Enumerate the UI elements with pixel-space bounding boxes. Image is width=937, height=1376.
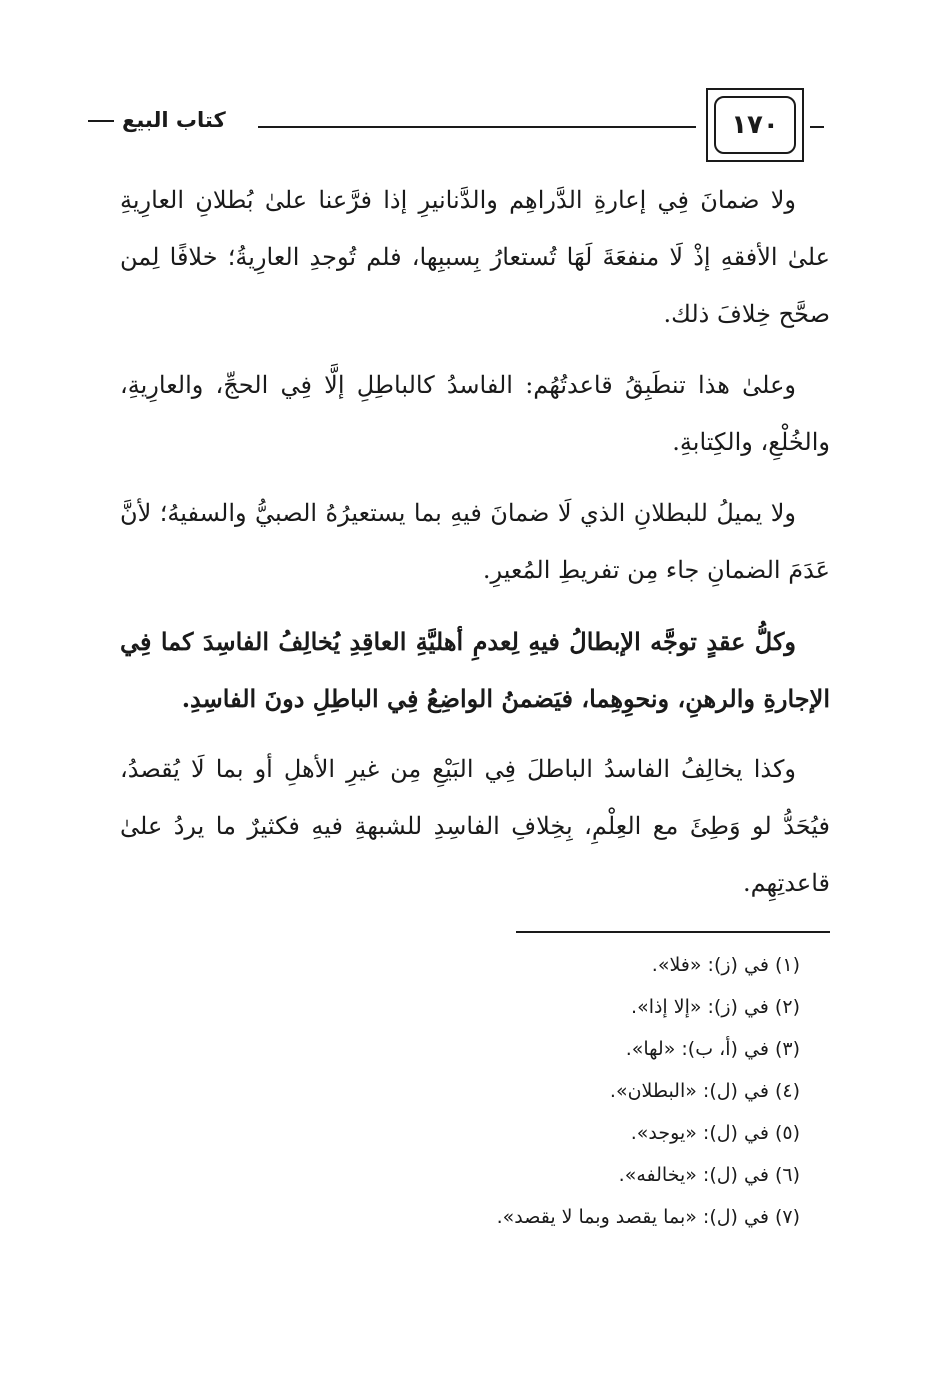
- footnotes: [400, 944, 800, 1238]
- title-dash: [88, 120, 114, 122]
- footnote-7: (٧) في (ل): «بما يقصد وبما لا يقصد».: [496, 1206, 800, 1228]
- footnote-6: (٦) في (ل): «يخالفه».: [618, 1164, 800, 1186]
- footnote-2: (٢) في (ز): «إلا إذا».: [631, 996, 800, 1018]
- paragraph-3: ولا يميلُ للبطلانِ الذي لَا ضمانَ فيهِ بما يستعيرُهُ الصبيُّ والسفيهُ؛ لأنَّ عَدَمَ الضمانِ جاء مِن تفريطِ المُعيرِ.: [120, 499, 830, 584]
- footnote-1: (١) في (ز): «فلا».: [651, 954, 800, 976]
- paragraph-1: ولا ضمانَ فِي إعارةِ الدَّراهِم والدَّنانيرِ إذا فرَّعنا علىٰ بُطلانِ العارِيةِ علىٰ الأفقهِ إذْ لَا منفعَةَ لَهَا تُستعارُ بِسببِها، فلم تُوجدِ العارِيةُ؛ خلافًا لِمن صحَّح خِلافَ ذلك.: [120, 186, 830, 328]
- paragraph-2: وعلىٰ هذا تنطَبِقُ قاعدتُهُم: الفاسدُ كالباطِلِ إلَّا فِي الحجِّ، والعارِيةِ، والخُلْعِ، والكِتابةِ.: [120, 371, 830, 456]
- paragraph-4: وكلُّ عقدٍ توجَّه الإبطالُ فيهِ لِعدمِ أهليَّةِ العاقِدِ يُخالِفُ الفاسِدَ كما فِي الإجارةِ والرهنِ، ونحوِهِما، فيَضمنُ الواضِعُ فِي الباطِلِ دونَ الفاسِدِ.: [120, 627, 830, 713]
- page-number-frame: [706, 88, 804, 162]
- footnote-4: (٤) في (ل): «البطلان».: [609, 1080, 800, 1102]
- running-title-text: كتاب البيع: [122, 108, 226, 132]
- footnote-3: (٣) في (أ، ب): «لها».: [625, 1038, 800, 1060]
- footnote-5: (٥) في (ل): «يوجد».: [630, 1122, 800, 1144]
- page-number: ١٧٠: [731, 110, 779, 140]
- page-number-inner-frame: [714, 96, 796, 154]
- footnote-separator: [516, 931, 830, 933]
- page-header: [88, 82, 848, 168]
- header-rule: [258, 126, 696, 128]
- main-text: [120, 172, 830, 926]
- running-title: [88, 108, 226, 132]
- paragraph-5: وكذا يخالِفُ الفاسدُ الباطلَ فِي البَيْعِ مِن غيرِ الأهلِ أو بما لَا يُقصدُ، فيُحَدُّ لو وَطِئَ مع العِلْمِ، بِخِلافِ الفاسِدِ للشبهةِ فيهِ فكثيرٌ ما يردُ علىٰ قاعدتِهِم.: [120, 755, 830, 897]
- header-rule-right: [810, 126, 824, 128]
